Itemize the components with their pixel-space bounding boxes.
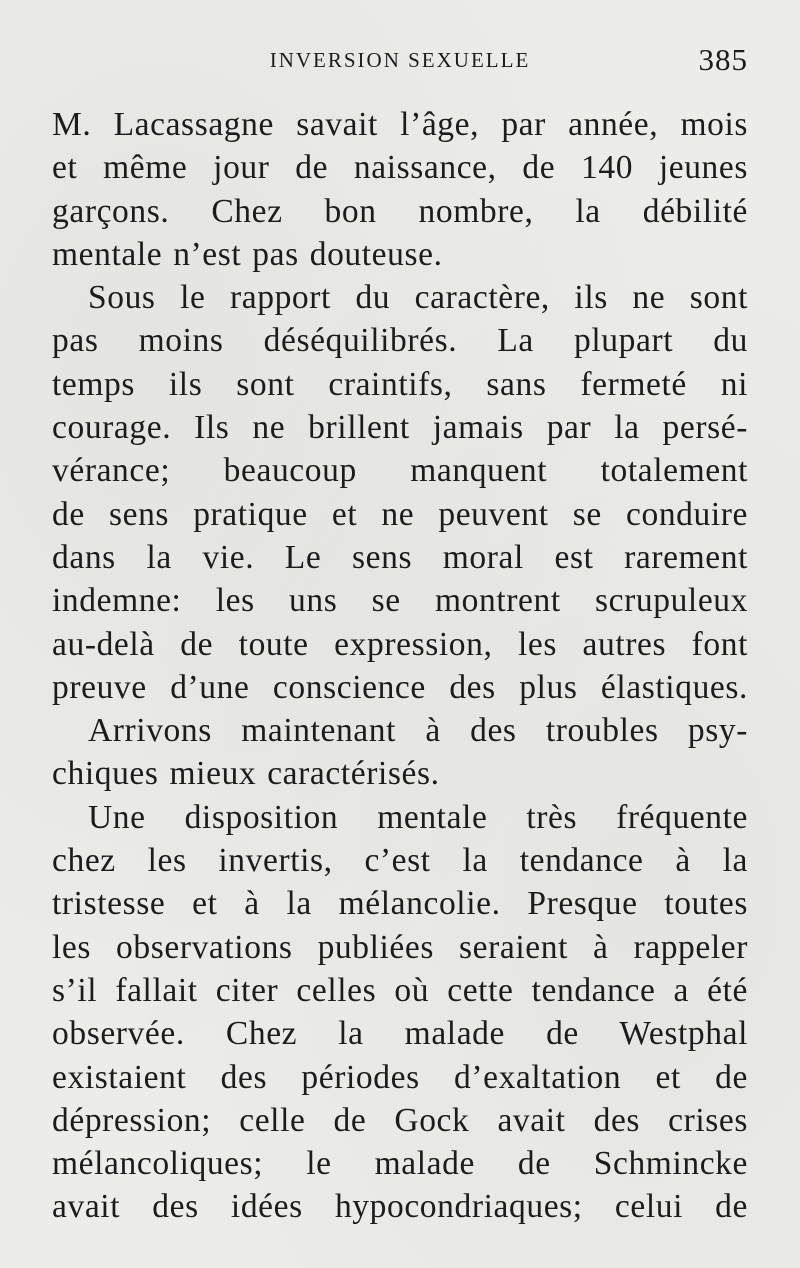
page-number: 385 <box>698 42 748 77</box>
text-line: chez les invertis, c’est la tendance à la <box>52 842 748 880</box>
body-text <box>52 103 748 1229</box>
text-line: tristesse et à la mélancolie. Presque toutes <box>52 885 748 923</box>
text-line: temps ils sont craintifs, sans fermeté ni <box>52 365 748 403</box>
text-line: Une disposition mentale très fréquente <box>88 798 748 836</box>
text-line: Arrivons maintenant à des troubles psy- <box>88 712 748 750</box>
text-line: preuve d’une conscience des plus élastiques. <box>52 668 748 706</box>
text-line: observée. Chez la malade de Westphal <box>52 1015 748 1053</box>
text-line: dépression; celle de Gock avait des crises <box>52 1101 748 1139</box>
text-line: et même jour de naissance, de 140 jeunes <box>52 149 748 187</box>
running-head <box>52 42 748 82</box>
text-line: mentale n’est pas douteuse. <box>52 235 443 273</box>
text-line: mélancoliques; le malade de Schmincke <box>52 1145 748 1183</box>
text-line: vérance; beaucoup manquent totalement <box>52 452 748 490</box>
text-line: les observations publiées seraient à rappeler <box>52 928 748 966</box>
text-line: chiques mieux caractérisés. <box>52 755 440 793</box>
text-line: existaient des périodes d’exaltation et de <box>52 1058 748 1096</box>
text-line: indemne: les uns se montrent scrupuleux <box>52 582 748 620</box>
running-title: INVERSION SEXUELLE <box>269 48 531 72</box>
text-line: M. Lacassagne savait l’âge, par année, mois <box>52 106 748 143</box>
text-line: Sous le rapport du caractère, ils ne sont <box>88 279 748 317</box>
text-line: courage. Ils ne brillent jamais par la persé- <box>52 409 748 447</box>
text-line: pas moins déséquilibrés. La plupart du <box>52 322 748 360</box>
text-line: garçons. Chez bon nombre, la débilité <box>52 192 748 230</box>
text-line: avait des idées hypocondriaques; celui de <box>52 1188 748 1226</box>
text-line: au-delà de toute expression, les autres font <box>52 625 748 663</box>
text-line: s’il fallait citer celles où cette tendance a été <box>52 971 748 1009</box>
text-line: de sens pratique et ne peuvent se conduire <box>52 495 748 533</box>
text-line: dans la vie. Le sens moral est rarement <box>52 538 748 576</box>
